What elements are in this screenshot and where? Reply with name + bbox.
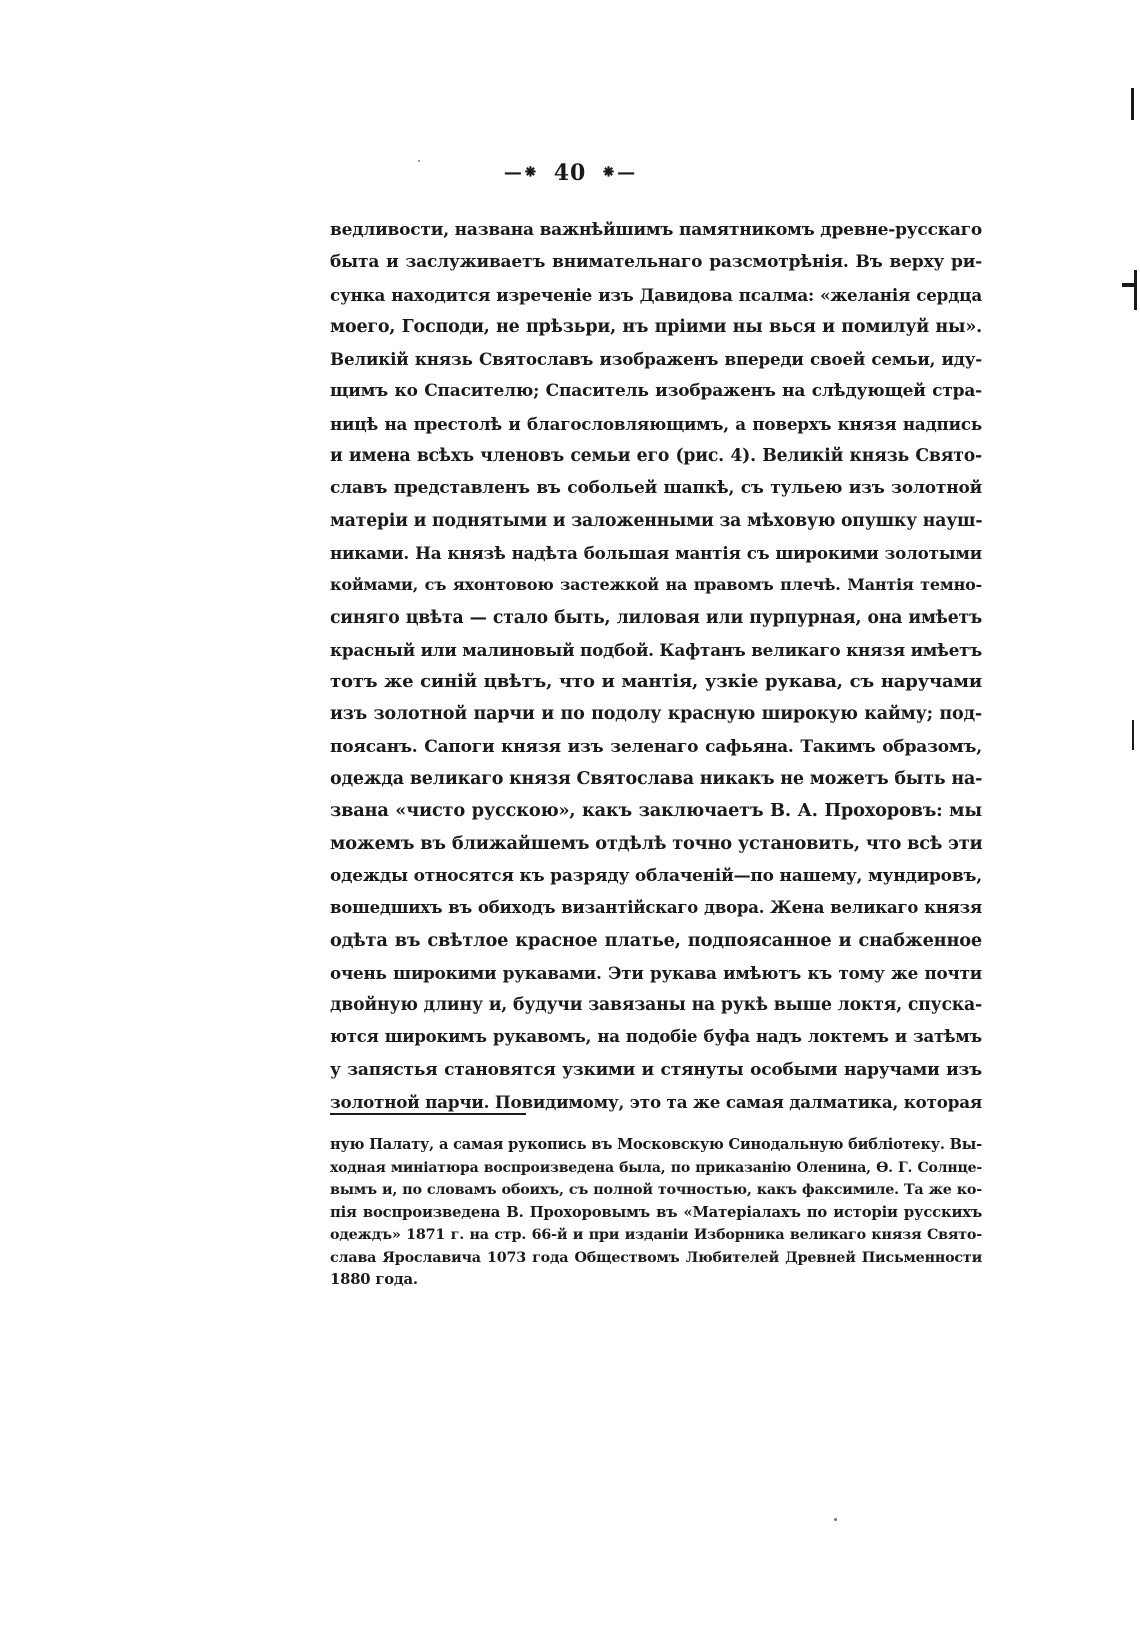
body-line: изъ золотной парчи и по подолу красную широкую кайму; под- (330, 704, 982, 725)
scan-edge-mark (1134, 270, 1137, 310)
footnote-line: вымъ и, по словамъ обоихъ, съ полной точностью, какъ факсимиле. Та же ко- (330, 1182, 982, 1198)
body-line: у запястья становятся узкими и стянуты особыми наручами изъ (330, 1059, 982, 1080)
body-line: коймами, съ яхонтовою застежкой на правомъ плечѣ. Мантія темно- (330, 575, 982, 595)
body-line: одежда великаго князя Святослава никакъ не можетъ быть на- (330, 769, 983, 790)
footnote (330, 1134, 982, 1292)
body-line: одѣта въ свѣтлое красное платье, подпоясанное и снабженное (330, 929, 982, 951)
body-line: вошедшихъ въ обиходъ византійскаго двора. Жена великаго князя (330, 898, 982, 918)
body-line: очень широкими рукавами. Эти рукава имѣютъ къ тому же почти (330, 962, 982, 983)
body-line: Великій князь Святославъ изображенъ впереди своей семьи, иду- (330, 349, 982, 370)
body-line: щимъ ко Спасителю; Спаситель изображенъ на слѣдующей стра- (330, 381, 982, 402)
body-line: ницѣ на престолѣ и благословляющимъ, а поверхъ князя надпись (330, 413, 982, 434)
body-line: быта и заслуживаетъ внимательнаго разсмотрѣнія. Въ верху ри- (330, 252, 982, 273)
scan-speck (418, 160, 420, 162)
body-line: звана «чисто русскою», какъ заключаетъ В. А. Прохоровъ: мы (330, 800, 982, 822)
footnote-line: ходная миніатюра воспроизведена была, по приказанію Оленина, Ѳ. Г. Солнце- (330, 1159, 982, 1176)
footnote-line: пія воспроизведена В. Прохоровымъ въ «Матеріалахъ по исторіи русскихъ (330, 1203, 982, 1221)
body-line: двойную длину и, будучи завязаны на рукѣ выше локтя, спуска- (330, 995, 982, 1016)
page-header (0, 160, 1140, 186)
body-line: красный или малиновый подбой. Кафтанъ великаго князя имѣетъ (330, 639, 983, 660)
footnote-line: одеждъ» 1871 г. на стр. 66-й и при изданіи Изборника великаго князя Свято- (330, 1227, 982, 1243)
body-line: тотъ же синій цвѣтъ, что и мантія, узкіе рукава, съ наручами (330, 671, 982, 693)
footnote-line: ную Палату, а самая рукопись въ Московскую Синодальную библіотеку. Вы- (330, 1136, 982, 1153)
body-line: никами. На князѣ надѣта большая мантія съ широкими золотыми (330, 542, 982, 563)
body-line: золотной парчи. Повидимому, это та же самая далматика, которая (330, 1092, 983, 1113)
footnote-divider (330, 1113, 526, 1115)
body-line: ются широкимъ рукавомъ, на подобіе буфа надъ локтемъ и затѣмъ (330, 1027, 982, 1047)
body-line: матеріи и поднятыми и заложенными за мѣховую опушку науш- (330, 510, 983, 531)
scan-edge-mark (1122, 283, 1134, 287)
page-number: 40 (553, 160, 587, 186)
body-line: можемъ въ ближайшемъ отдѣлѣ точно установить, что всѣ эти (330, 832, 983, 854)
body-line: славъ представленъ въ собольей шапкѣ, съ тульею изъ золотной (330, 478, 982, 499)
right-ornament: ⁕— (600, 162, 637, 183)
scan-edge-mark (1132, 720, 1134, 750)
body-line: синяго цвѣта — стало быть, лиловая или пурпурная, она имѣетъ (330, 607, 982, 628)
body-line: поясанъ. Сапоги князя изъ зеленаго сафьяна. Такимъ образомъ, (330, 736, 982, 757)
footnote-line: слава Ярославича 1073 года Обществомъ Любителей Древней Письменности (330, 1249, 982, 1266)
scan-edge-mark (1131, 88, 1134, 120)
body-line: моего, Господи, не прѣзьри, нъ пріими ны вься и помилуй ны». (330, 316, 982, 337)
body-line: и имена всѣхъ членовъ семьи его (рис. 4). Великій князь Свято- (330, 446, 982, 467)
scan-speck (834, 1518, 837, 1521)
body-line: сунка находится изреченіе изъ Давидова псалма: «желанія сердца (330, 284, 982, 305)
body-line: ведливости, названа важнѣйшимъ памятникомъ древне-русскаго (330, 220, 982, 240)
left-ornament: —⁕ (503, 162, 540, 183)
body-line: одежды относятся къ разряду облаченій—по нашему, мундировъ, (330, 865, 982, 886)
footnote-line: 1880 года. (330, 1271, 418, 1288)
body-text (330, 214, 982, 1118)
